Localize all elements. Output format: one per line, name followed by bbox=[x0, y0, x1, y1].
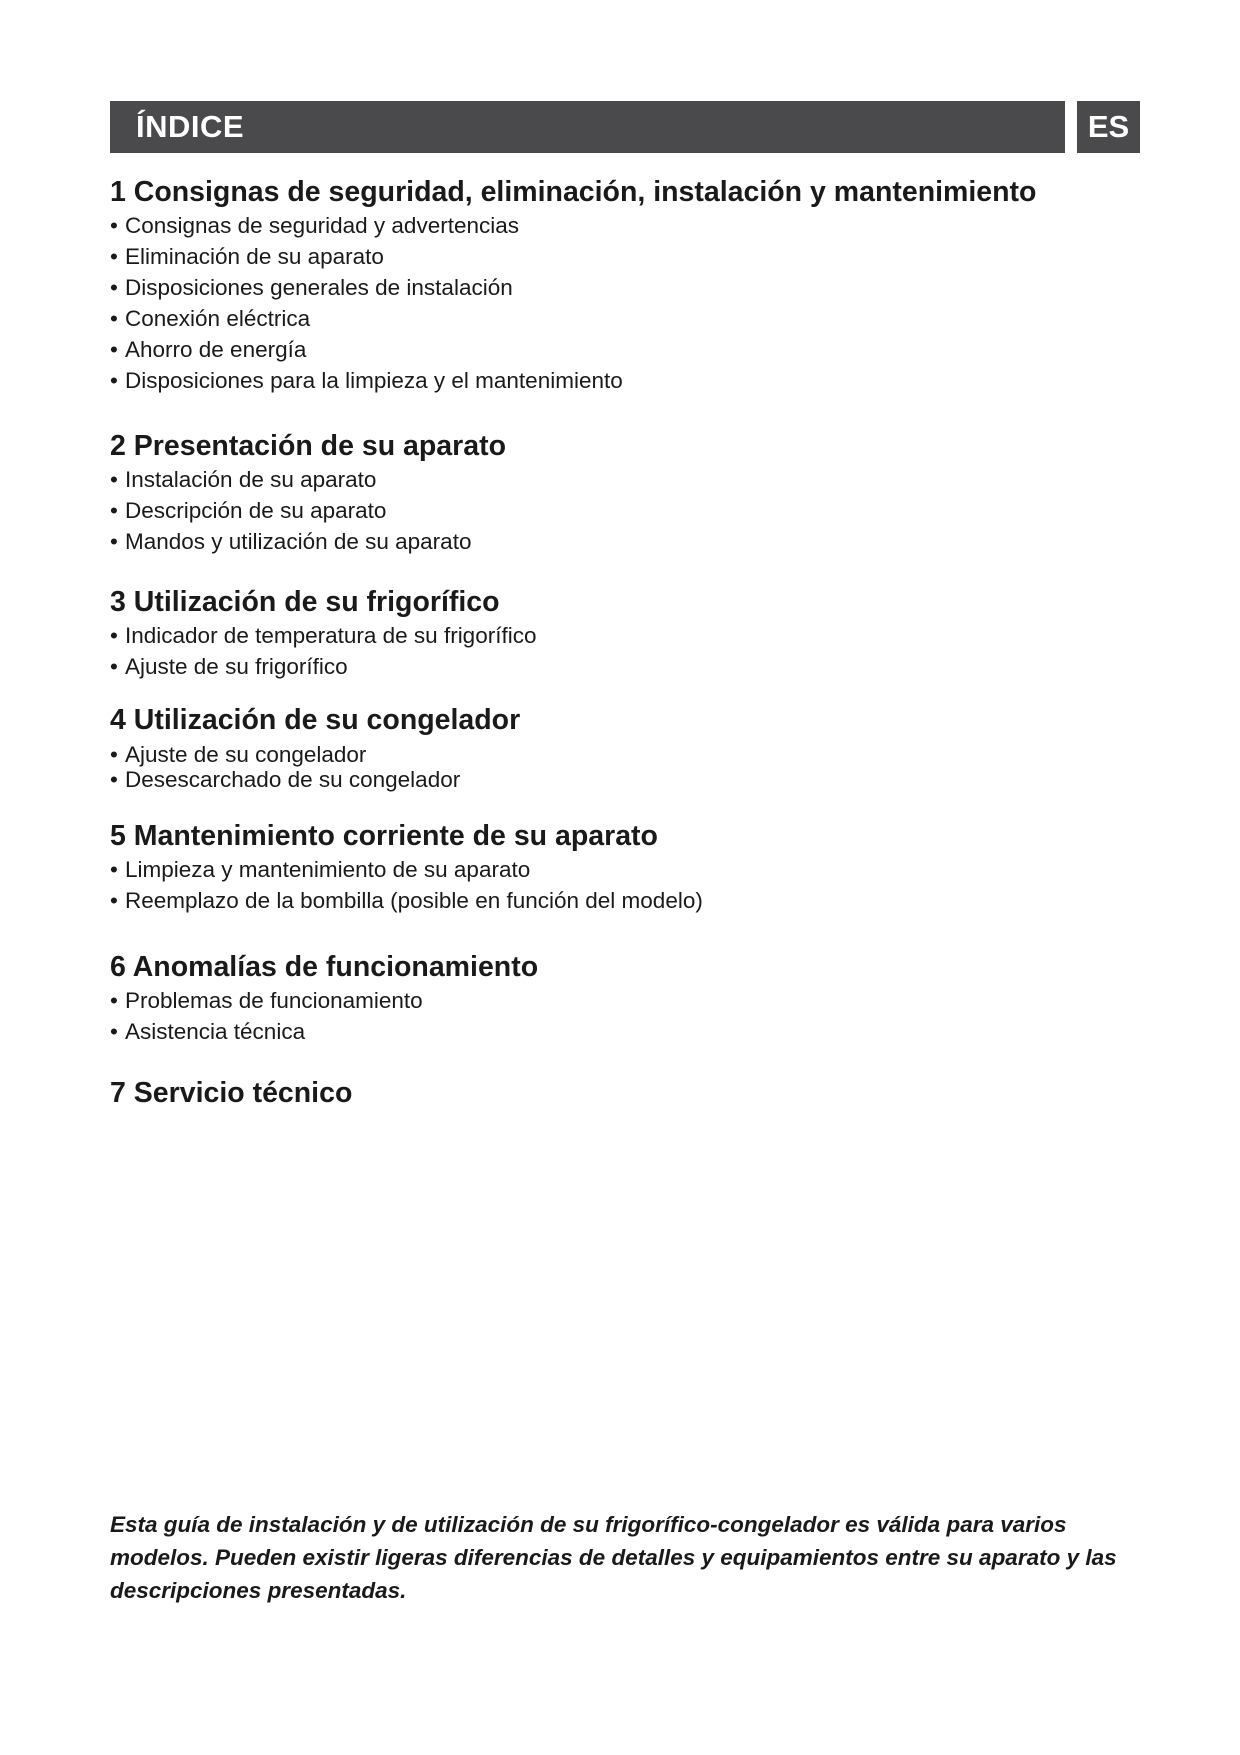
toc-section-1 bbox=[110, 174, 1150, 396]
list-item[interactable]: • Consignas de seguridad y advertencias bbox=[110, 210, 1150, 241]
list-item[interactable]: • Ajuste de su congelador bbox=[110, 742, 367, 767]
page-title: ÍNDICE bbox=[136, 109, 245, 144]
list-item[interactable]: • Indicador de temperatura de su frigorífico bbox=[110, 620, 1150, 651]
language-badge: ES bbox=[1077, 101, 1140, 153]
bullet: • bbox=[110, 213, 118, 238]
section-title[interactable]: 2 Presentación de su aparato bbox=[110, 430, 506, 462]
section-title[interactable]: 1 Consignas de seguridad, eliminación, instalación y mantenimiento bbox=[110, 176, 1037, 208]
section-title[interactable]: 3 Utilización de su frigorífico bbox=[110, 586, 500, 618]
list-item[interactable]: • Eliminación de su aparato bbox=[110, 241, 1150, 272]
toc-section-2 bbox=[110, 428, 1150, 557]
list-item[interactable]: • Ahorro de energía bbox=[110, 334, 1150, 365]
list-item[interactable]: • Problemas de funcionamiento bbox=[110, 985, 1150, 1016]
bullet: • bbox=[110, 1019, 118, 1044]
list-item[interactable]: • Conexión eléctrica bbox=[110, 303, 1150, 334]
list-item[interactable]: • Disposiciones para la limpieza y el mantenimiento bbox=[110, 365, 1150, 396]
section-title[interactable]: 4 Utilización de su congelador bbox=[110, 704, 521, 736]
header-bar bbox=[110, 101, 1065, 153]
bullet: • bbox=[110, 654, 118, 679]
list-item[interactable]: • Asistencia técnica bbox=[110, 1016, 1150, 1047]
bullet: • bbox=[110, 275, 118, 300]
bullet: • bbox=[110, 623, 118, 648]
list-item[interactable]: • Disposiciones generales de instalación bbox=[110, 272, 1150, 303]
bullet: • bbox=[110, 888, 118, 913]
bullet: • bbox=[110, 988, 118, 1013]
bullet: • bbox=[110, 767, 118, 792]
bullet: • bbox=[110, 337, 118, 362]
list-item[interactable]: • Ajuste de su frigorífico bbox=[110, 651, 1150, 682]
section-title[interactable]: 5 Mantenimiento corriente de su aparato bbox=[110, 820, 658, 852]
bullet: • bbox=[110, 498, 118, 523]
bullet: • bbox=[110, 368, 118, 393]
list-item[interactable]: • Descripción de su aparato bbox=[110, 495, 1150, 526]
bullet: • bbox=[110, 244, 118, 269]
footer-note: Esta guía de instalación y de utilización de su frigorífico-congelador es válida para varios modelos. Pueden existir ligeras diferencias de detalles y equipamientos entre su aparato y las descripciones presentadas. bbox=[110, 1512, 1117, 1603]
list-item[interactable]: • Reemplazo de la bombilla (posible en función del modelo) bbox=[110, 885, 1150, 916]
list-item[interactable]: • Mandos y utilización de su aparato bbox=[110, 526, 1150, 557]
toc-section-6 bbox=[110, 949, 1150, 1047]
bullet: • bbox=[110, 857, 118, 882]
list-item[interactable]: • Instalación de su aparato bbox=[110, 464, 1150, 495]
list-item[interactable]: • Desescarchado de su congelador bbox=[110, 767, 461, 792]
bullet: • bbox=[110, 467, 118, 492]
toc-section-5 bbox=[110, 818, 1150, 916]
toc-section-4 bbox=[110, 702, 1150, 792]
toc-section-7 bbox=[110, 1075, 1150, 1111]
bullet: • bbox=[110, 306, 118, 331]
bullet: • bbox=[110, 529, 118, 554]
toc-section-3 bbox=[110, 584, 1150, 682]
bullet: • bbox=[110, 742, 118, 767]
section-title[interactable]: 7 Servicio técnico bbox=[110, 1077, 353, 1109]
list-item[interactable]: • Limpieza y mantenimiento de su aparato bbox=[110, 854, 1150, 885]
section-title[interactable]: 6 Anomalías de funcionamiento bbox=[110, 951, 539, 983]
